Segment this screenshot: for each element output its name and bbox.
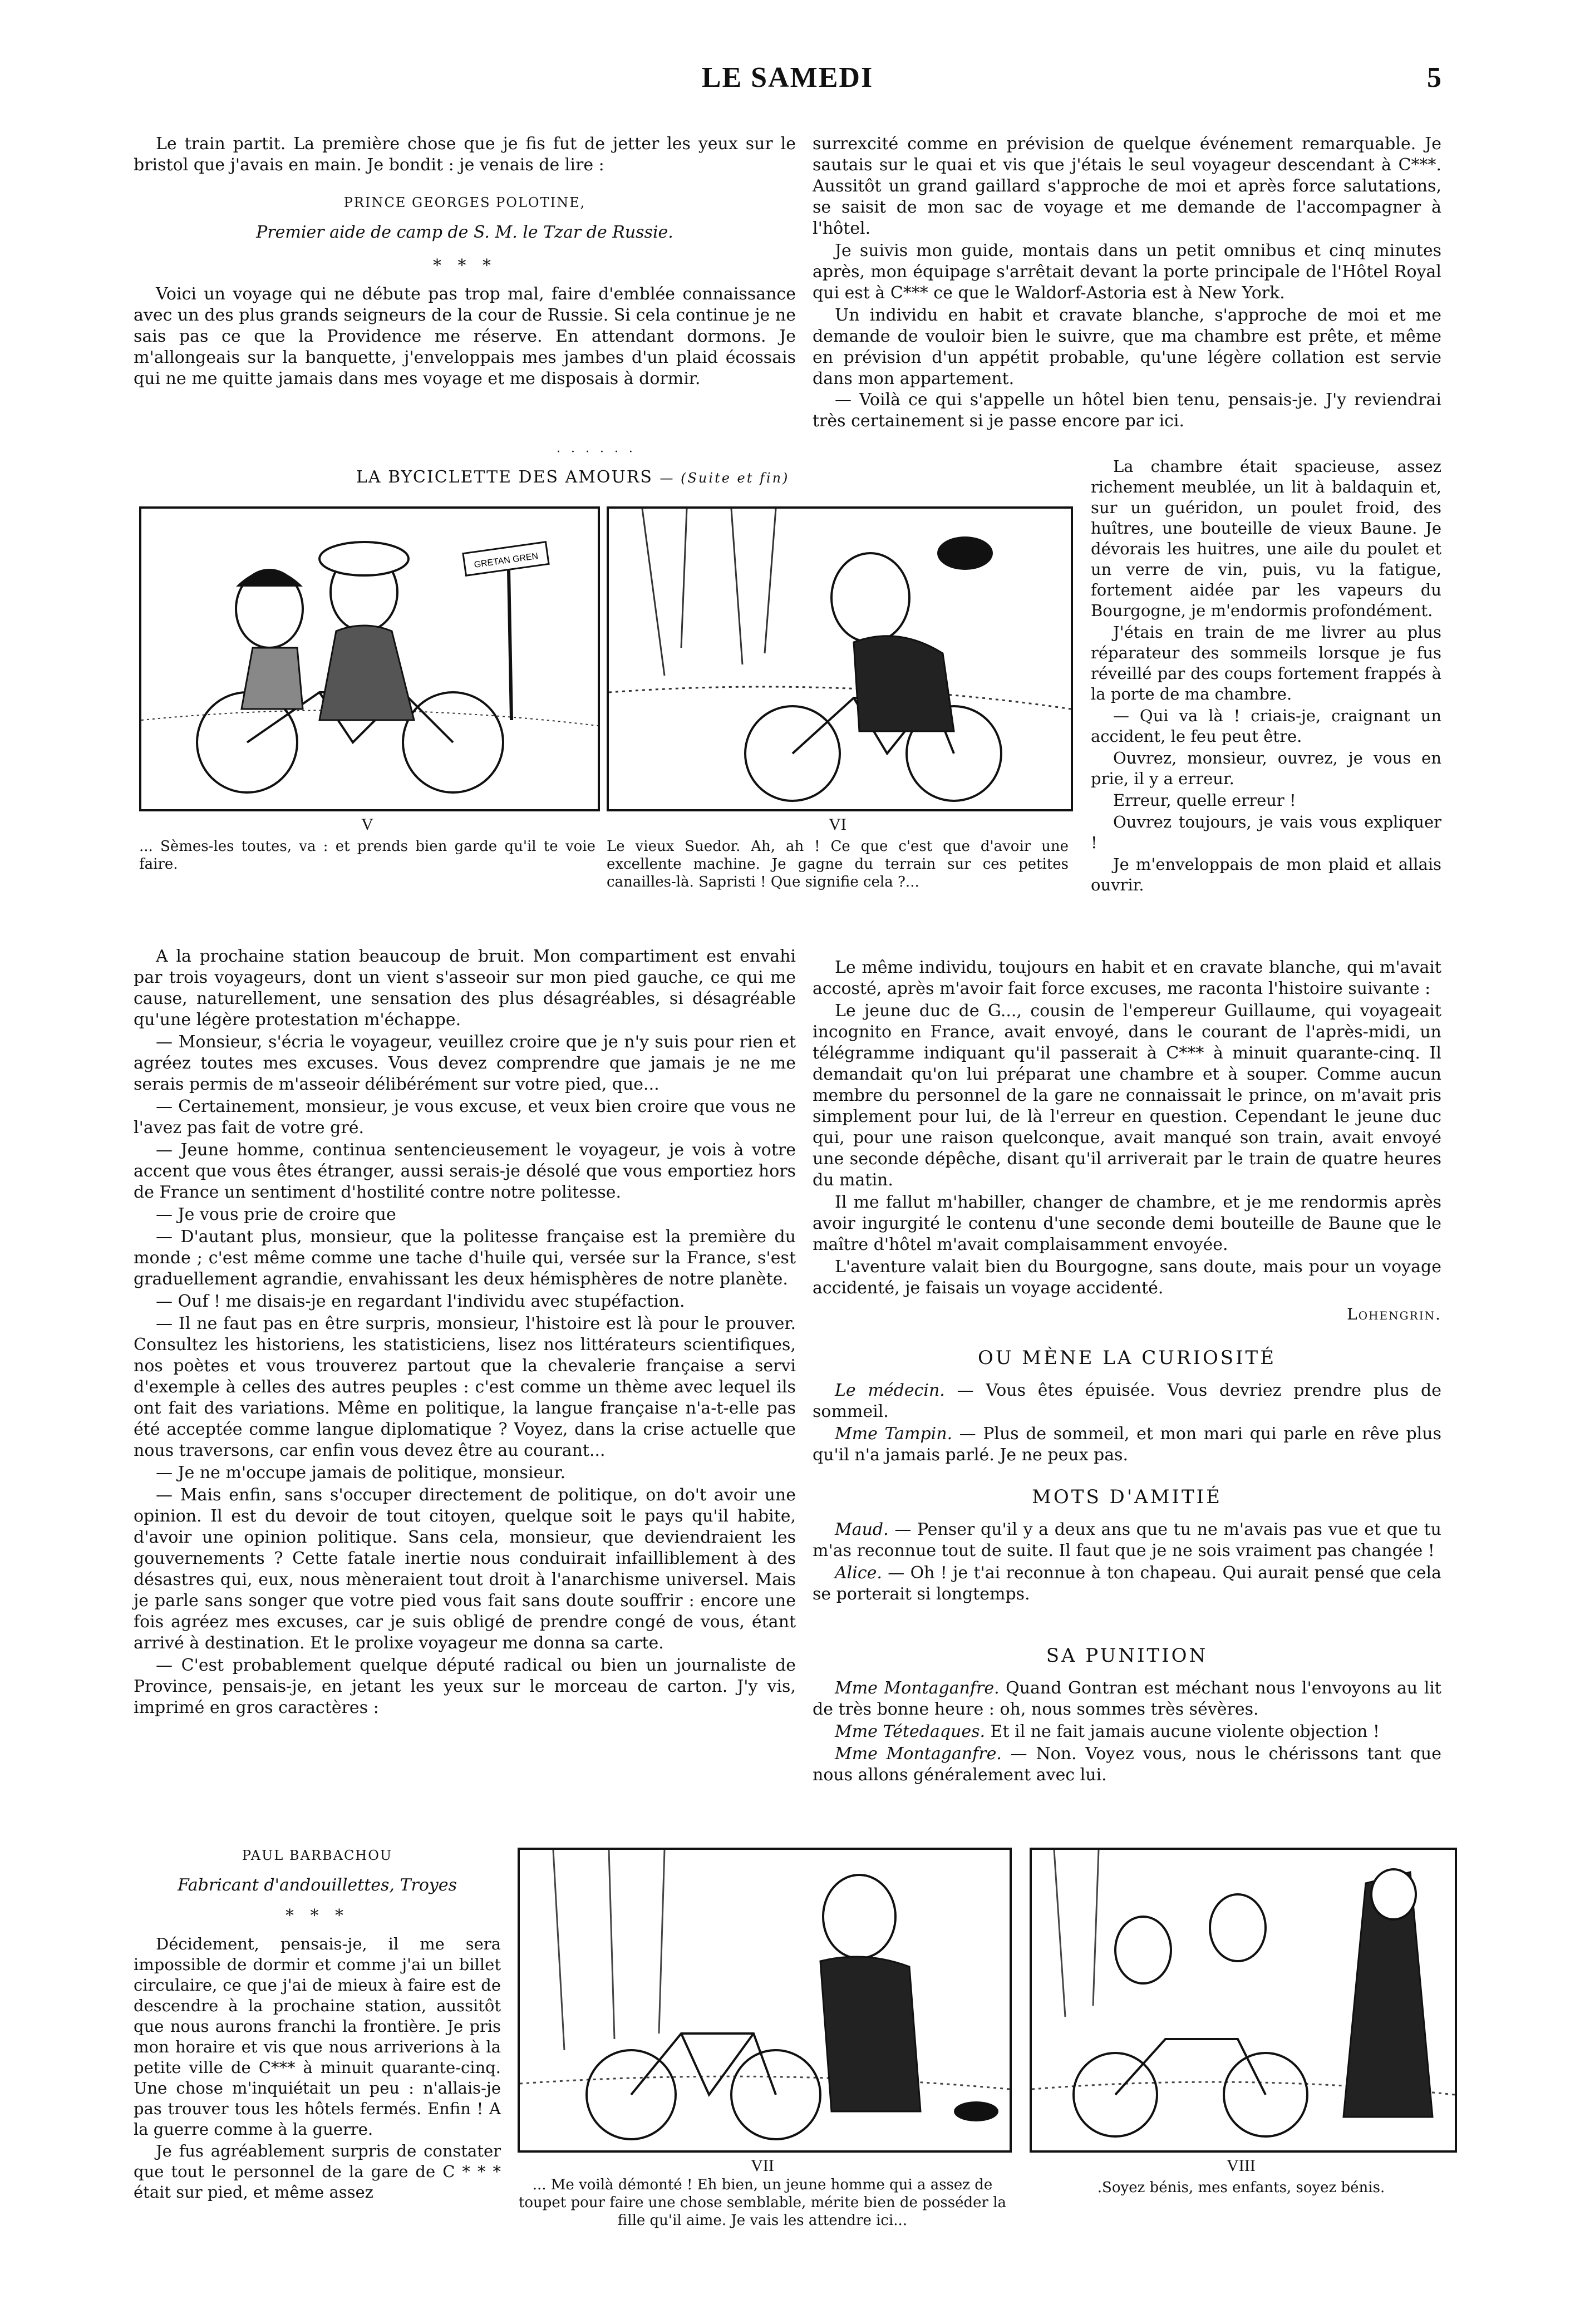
visiting-card-name-2: PAUL BARBACHOU <box>242 1848 393 1863</box>
author-signature: Lohengrin. <box>1347 1305 1441 1323</box>
dialogue-line: — Penser qu'il y a deux ans que tu ne m'avais pas vue et que tu m'as reconnue tout de suite. Il faut que je ne sois vraiment pas changée ! <box>813 1520 1441 1560</box>
right-top-column-end <box>813 390 1441 433</box>
paragraph: L'aventure valait bien du Bourgogne, sans doute, mais pour un voyage accidenté, je faisais un voyage accidenté. <box>813 1257 1441 1298</box>
blessing-couple-illustration <box>1032 1850 1455 2150</box>
panel-caption-6: Le vieux Suedor. Ah, ah ! Ce que c'est que d'avoir une excellente machine. Je gagne du terrain sur ces petites canailles-là. Sapristi ! Que signifie cela ?... <box>607 838 1069 890</box>
man-with-broken-bicycle-illustration <box>520 1850 1010 2150</box>
paragraph: Un individu en habit et cravate blanche, s'approche de moi et me demande de vouloir bien le suivre, que ma chambre est prête, et même en prévision d'un appétit probable, qu'une légère collation est servie dans mon appartement. <box>813 306 1441 388</box>
signpost-text: GRETAN GREN <box>473 551 539 570</box>
bottom-left-column <box>134 1934 501 2204</box>
speaker: Mme Tampin. <box>835 1424 953 1444</box>
paragraph: — D'autant plus, monsieur, que la politesse française est la première du monde ; c'est même comme une tache d'huile qui, versée sur la France, s'est graduellement agrandie, envahissant les deux hémisphères de notre planète. <box>134 1227 796 1289</box>
paragraph: — Mais enfin, sans s'occuper directement de politique, on do't avoir une opinion. Il est du devoir de tout citoyen, quelque soit le pays qu'il habite, d'avoir une opinion politique. Sans cela, monsieur, que deviendraient les gouvernements ? Cette fatale inertie nous conduirait infailliblement à des désastres qui, eux, nous mèneraient tout droit à l'anarchisme universel. Mais je parle sans songer que votre pied vous fait sans doute souffrir : encore une fois agréez mes excuses, car je suis obligé de prendre congé de vous, étant arrivé à destination. Et le prolixe voyageur me donna sa carte. <box>134 1485 796 1653</box>
left-top-column-2 <box>134 284 796 391</box>
paragraph: — Il ne faut pas en être surpris, monsieur, l'histoire est là pour le prouver. Consultez les historiens, les statisticiens, lisez nos littérateurs scientifiques, nos poètes et vous trouverez partout que la chevalerie française a servi d'exemple à celles des autres peuples : c'est comme un thème avec lequel ils ont fait des variations. Même en politique, la langue française n'a-t-elle pas été acceptée comme langue diplomatique ? Voyez, dans la crise actuelle que nous traversons, car enfin vous devez être au courant... <box>134 1314 796 1460</box>
paragraph: Décidement, pensais-je, il me sera impossible de dormir et comme j'ai un billet circulaire, ce que j'ai de mieux à faire est de descendre à la prochaine station, aussitôt que nous aurons franchi la frontière. Je pris mon horaire et vis que nous arriverions à la petite ville de C*** à minuit quarante-cinq. Une chose m'inquiétait un peu : n'allais-je pas trouver tous les hôtels fermés. Enfin ! A la guerre comme à la guerre. <box>134 1934 501 2139</box>
speaker: Le médecin. <box>835 1381 945 1400</box>
right-top-column <box>813 134 1441 391</box>
paragraph: — Voilà ce qui s'appelle un hôtel bien tenu, pensais-je. J'y reviendrai très certainement si je passe encore par ici. <box>813 390 1441 431</box>
visiting-card-name: PRINCE GEORGES POLOTINE, <box>343 195 586 210</box>
paragraph: — Je ne m'occupe jamais de politique, monsieur. <box>156 1463 566 1483</box>
paragraph: Voici un voyage qui ne débute pas trop mal, faire d'emblée connaissance avec un des plus grands seigneurs de la cour de Russie. Si cela continue je ne sais pas ce que la Providence me réserve. En attendant dormons. Je m'allongeais sur la banquette, j'enveloppais mes jambes d'un plaid écossais qui ne me quitte jamais dans mes voyage et me disposais à dormir. <box>134 284 796 388</box>
paragraph: Le jeune duc de G..., cousin de l'empereur Guillaume, qui voyageait incognito en France, avait envoyé, dans le courant de l'après-midi, un télégramme indiquant qu'il passerait à C*** à minuit quarante-cinq. Il demandait qu'on lui préparat une chambre et à souper. Comme aucun membre du personnel de la gare ne connaissait le prince, on m'avait pris simplement pour lui, de là l'erreur en question. Cependant le jeune duc qui, pour une raison quelconque, avait manqué son train, avait envoyé une seconde dépêche, disant qu'il arriverait par le train de quatre heures du matin. <box>813 1001 1441 1190</box>
illustration-panel-5 <box>139 506 600 811</box>
visiting-card-title: Premier aide de camp de S. M. le Tzar de Russie. <box>256 223 673 242</box>
paragraph: La chambre était spacieuse, assez richement meublée, un lit à baldaquin et, sur un guéridon, un poulet froid, des huîtres, une bouteille de vieux Baune. Je dévorais les huitres, une aile du poulet et un verre de vin, puis, vu la fatigue, fortement aidée par les vapeurs du Bourgogne, je m'endormis profondément. <box>1091 457 1441 620</box>
left-top-column <box>134 134 796 177</box>
ornament-dashes: · · · · · · <box>557 445 636 459</box>
paragraph: Erreur, quelle erreur ! <box>1113 791 1296 810</box>
panel-number-8: VIII <box>1227 2156 1256 2175</box>
dialogue-line: — Vous êtes épuisée. Vous devriez prendre plus de sommeil. <box>813 1381 1442 1421</box>
punition-dialogue <box>813 1678 1441 1787</box>
dialogue-line: Et il ne fait jamais aucune violente objection ! <box>990 1722 1380 1741</box>
paragraph: Le train partit. La première chose que je fis fut de jetter les yeux sur le bristol que j'avais en main. Je bondit : je venais de lire : <box>134 134 796 175</box>
illustration-panel-8 <box>1030 1848 1457 2153</box>
speaker: Alice. <box>835 1563 882 1583</box>
dialogue-line: — Plus de sommeil, et mon mari qui parle en rêve plus qu'il n'a jamais parlé. Je ne peux pas. <box>813 1424 1441 1465</box>
illustration-panel-7 <box>518 1848 1012 2153</box>
curiosite-title: OU MÈNE LA CURIOSITÉ <box>977 1347 1277 1369</box>
illustration-panel-6 <box>607 506 1073 811</box>
comic-title-text: LA BYCICLETTE DES AMOURS <box>356 467 653 487</box>
dialogue-line: Quand Gontran est méchant nous l'envoyons au lit de très bonne heure : oh, nous sommes très sévères. <box>813 1678 1441 1719</box>
panel-caption-8: .Soyez bénis, mes enfants, soyez bénis. <box>1097 2179 1385 2196</box>
speaker: Mme Montaganfre. <box>835 1678 1000 1698</box>
paragraph: Je m'enveloppais de mon plaid et allais ouvrir. <box>1091 855 1441 894</box>
dialogue-line: — Oh ! je t'ai reconnue à ton chapeau. Qui aurait pensé que cela se porterait si longtemps. <box>813 1563 1441 1604</box>
paragraph: — C'est probablement quelque député radical ou bien un journaliste de Province, pensais-je, en jetant les yeux sur le morceau de carton. J'y vis, imprimé en gros caractères : <box>134 1656 796 1717</box>
right-narrow-column <box>1091 456 1441 897</box>
panel-caption-5: ... Sèmes-les toutes, va : et prends bien garde qu'il te voie faire. <box>139 838 595 873</box>
paragraph: Il me fallut m'habiller, changer de chambre, et je me rendormis après avoir ingurgité le contenu d'une seconde demi bouteille de Baune que le maître d'hôtel m'avait complaisamment envoyée. <box>813 1193 1441 1254</box>
paragraph: Ouvrez toujours, je vais vous expliquer ! <box>1091 813 1441 852</box>
paragraph: A la prochaine station beaucoup de bruit. Mon compartiment est envahi par trois voyageurs, dont un vient s'asseoir sur mon pied gauche, ce qui me cause, naturellement, une sensation des plus désagréables, si désagréable qu'une légère protestation m'échappe. <box>134 947 796 1030</box>
comic-title-suffix: — (Suite et fin) <box>659 470 790 486</box>
panel-caption-7: ... Me voilà démonté ! Eh bien, un jeune homme qui a assez de toupet pour faire une chose semblable, mérite bien de posséder la fille qu'il aime. Je vais les attendre ici... <box>518 2177 1007 2229</box>
paragraph: — Qui va là ! criais-je, craignant un accident, le feu peut être. <box>1091 706 1441 746</box>
amitie-title: MOTS D'AMITIÉ <box>1032 1486 1222 1508</box>
curiosite-dialogue <box>813 1380 1441 1467</box>
comic-title <box>356 467 835 487</box>
paragraph: Ouvrez, monsieur, ouvrez, je vous en prie, il y a erreur. <box>1091 749 1441 788</box>
cyclists-tandem-illustration <box>141 509 598 809</box>
paragraph: Je suivis mon guide, montais dans un petit omnibus et cinq minutes après, mon équipage s'arrêtait devant la porte principale de l'Hôtel Royal qui est à C*** ce que le Waldorf-Astoria est à New York. <box>813 241 1441 303</box>
panel-number-6: VI <box>829 815 846 834</box>
amitie-dialogue <box>813 1519 1441 1606</box>
left-middle-column <box>134 946 796 1720</box>
page-number: 5 <box>1427 62 1441 93</box>
old-man-bicycle-illustration <box>609 509 1071 809</box>
paragraph: J'étais en train de me livrer au plus réparateur des sommeils lorsque je fus réveillé par des coups fortement frappés à la porte de ma chambre. <box>1091 623 1441 703</box>
paragraph: surrexcité comme en prévision de quelque événement remarquable. Je sautais sur le quai et vis que j'étais le seul voyageur descendant à C***. Aussitôt un grand gaillard s'approche de moi et après force salutations, se saisit de mon sac de voyage et me demande de l'accompagner à l'hôtel. <box>813 134 1441 238</box>
newspaper-title: LE SAMEDI <box>701 62 874 93</box>
paragraph: — Jeune homme, continua sentencieusement le voyageur, je vois à votre accent que vous êtes étranger, aussi serais-je désolé que vous emportiez hors de France un sentiment d'hostilité contre notre politesse. <box>134 1140 796 1202</box>
speaker: Maud. <box>835 1520 889 1539</box>
paragraph: — Je vous prie de croire que <box>156 1205 396 1224</box>
panel-number-7: VII <box>751 2156 774 2175</box>
section-stars-2: * * * <box>285 1906 350 1926</box>
section-stars: * * * <box>432 256 497 275</box>
speaker: Mme Montaganfre. <box>835 1744 1002 1764</box>
speaker: Mme Tétedaques. <box>835 1722 985 1741</box>
right-middle-column <box>813 957 1441 1300</box>
paragraph: — Certainement, monsieur, je vous excuse, et veux bien croire que vous ne l'avez pas fait de votre gré. <box>134 1097 796 1138</box>
paragraph: — Monsieur, s'écria le voyageur, veuillez croire que je n'y suis pour rien et agréez toutes mes excuses. Vous devez comprendre que jamais je ne me serais permis de m'asseoir délibérément sur votre pied, que... <box>134 1032 796 1094</box>
visiting-card-title-2: Fabricant d'andouillettes, Troyes <box>177 1875 457 1895</box>
panel-number-5: V <box>361 815 373 834</box>
paragraph: Je fus agréablement surpris de constater que tout le personnel de la gare de C * * * était sur pied, et même assez <box>134 2141 501 2202</box>
punition-title: SA PUNITION <box>1046 1644 1208 1667</box>
paragraph: Le même individu, toujours en habit et en cravate blanche, qui m'avait accosté, après m'avoir fait force excuses, me raconta l'histoire suivante : <box>813 958 1441 998</box>
dialogue-line: — Non. Voyez vous, nous le chérissons tant que nous allons généralement avec lui. <box>813 1744 1441 1785</box>
paragraph: — Ouf ! me disais-je en regardant l'individu avec stupéfaction. <box>156 1292 685 1311</box>
